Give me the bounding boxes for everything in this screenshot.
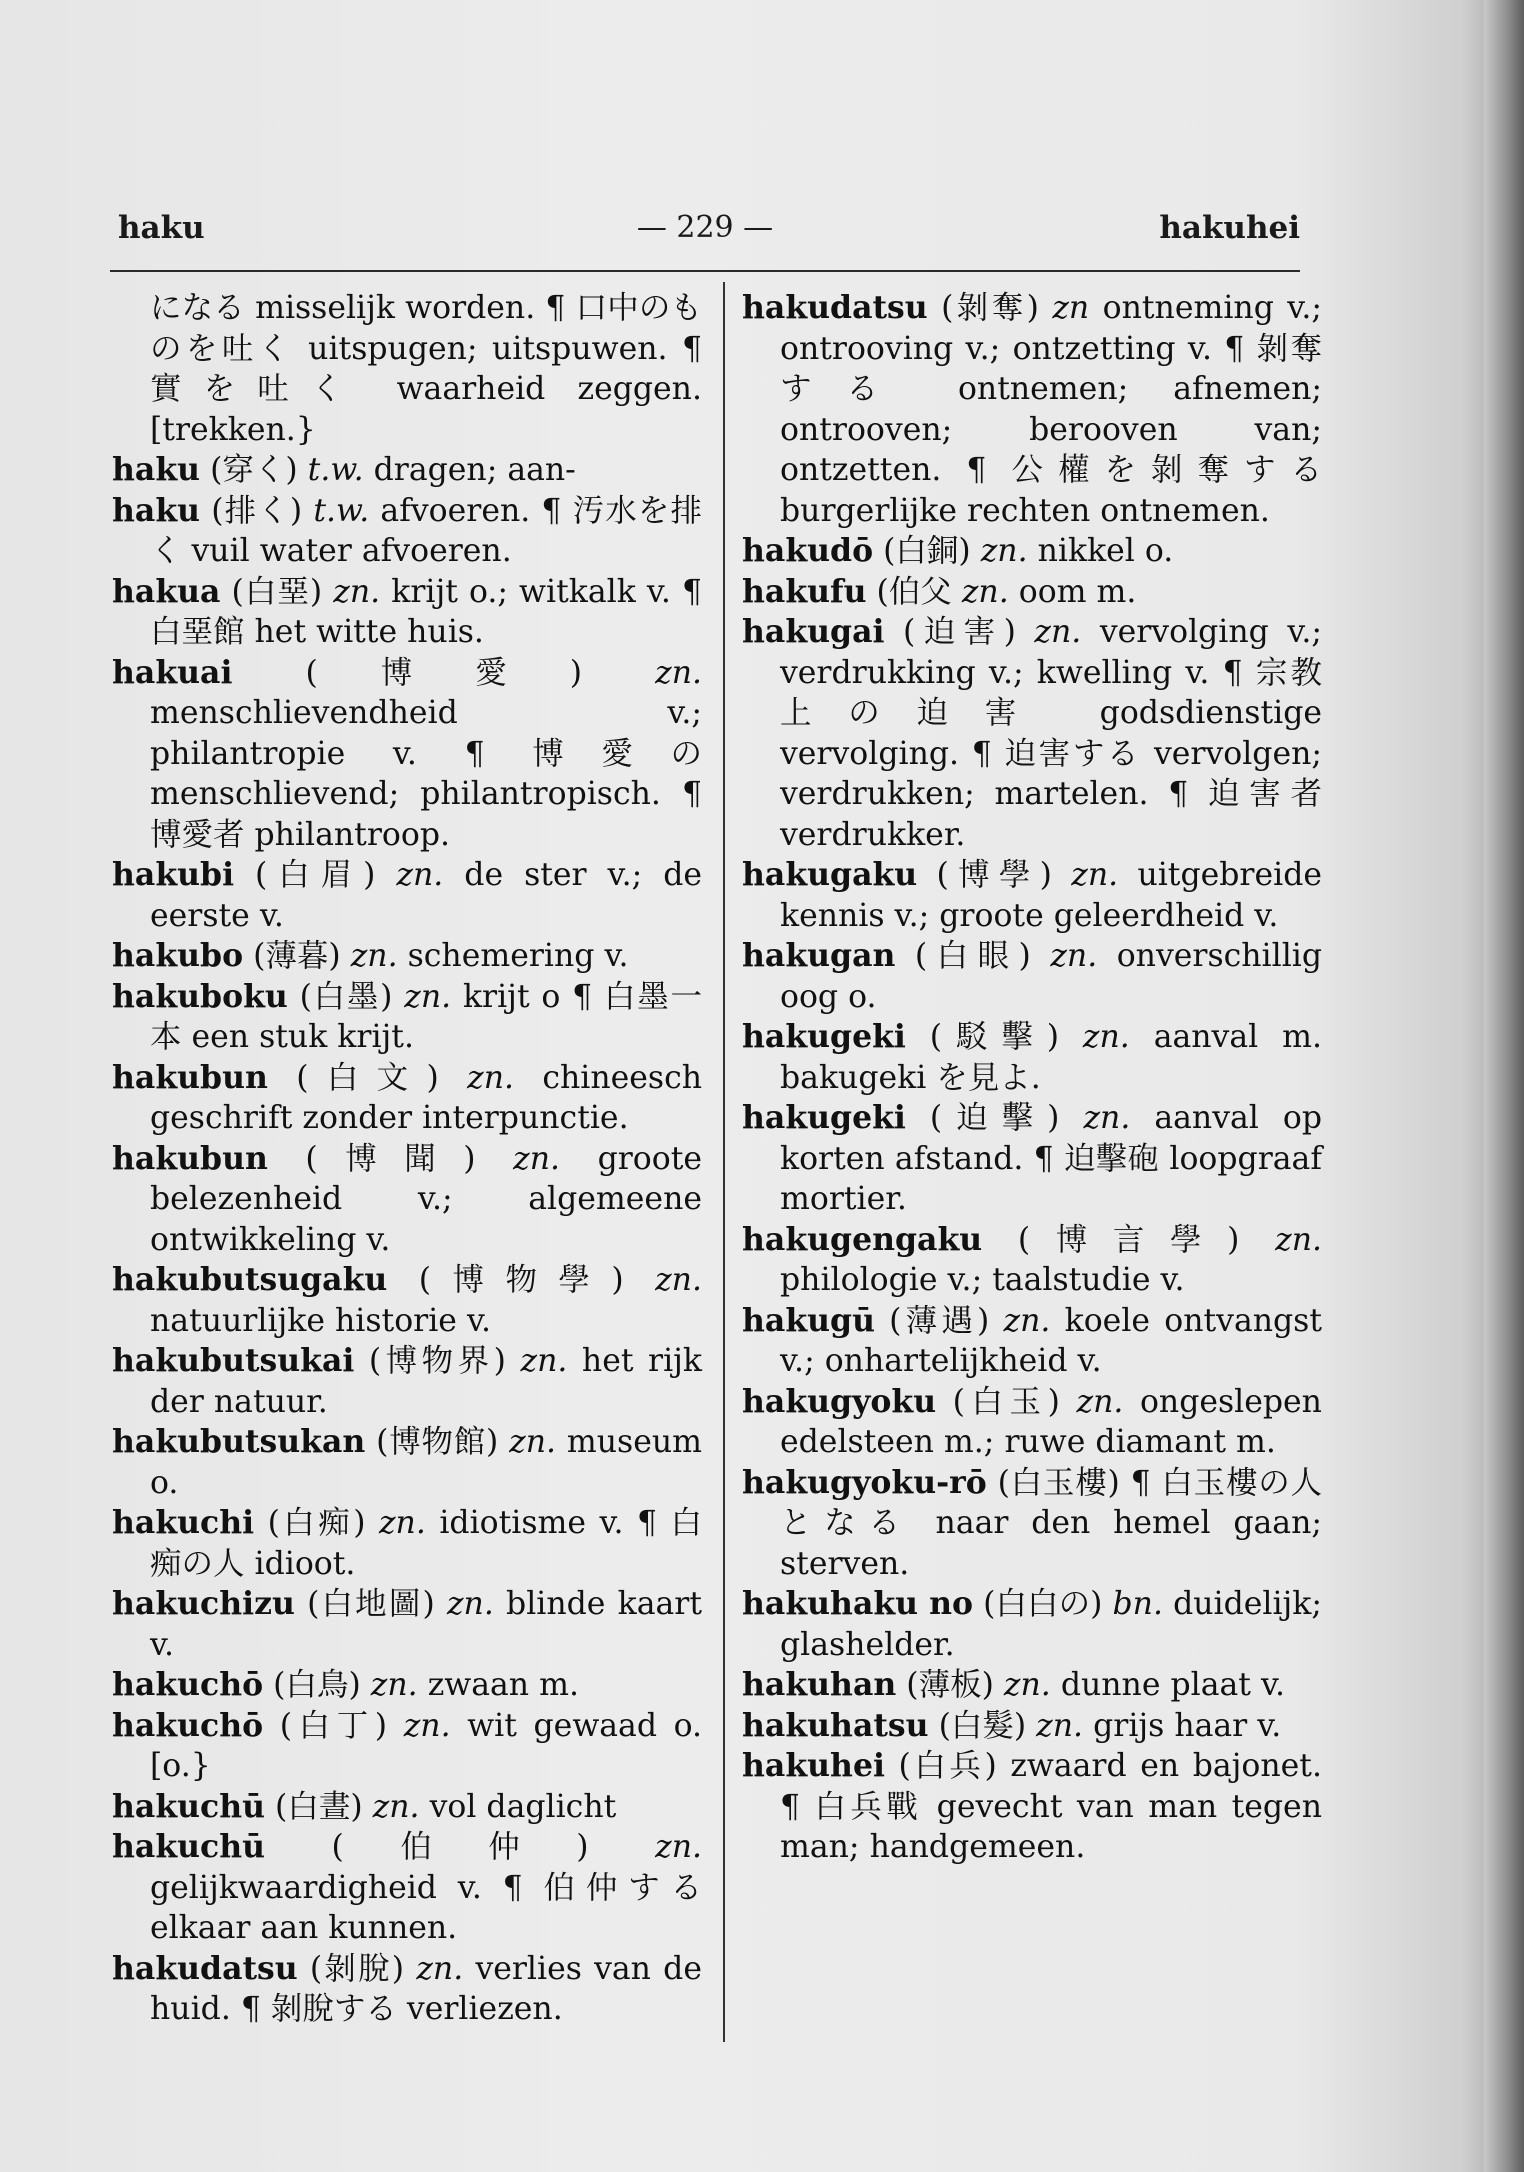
- dictionary-entry: [742, 855, 1322, 936]
- dictionary-entry: [742, 612, 1322, 855]
- left-guide-word: haku: [118, 210, 205, 246]
- entry-headword: hakubun: [112, 1139, 268, 1177]
- entry-part-of-speech: zn.: [404, 978, 452, 1015]
- entry-definition: uitgebreide kennis v.; groote geleerdheid v.: [780, 857, 1323, 934]
- entry-part-of-speech: zn.: [655, 654, 702, 691]
- entry-definition: idiotisme v. ¶ 白痴の人 idioot.: [150, 1505, 703, 1582]
- entry-kanji: (白晝): [275, 1788, 363, 1825]
- dictionary-entry: [742, 1017, 1322, 1098]
- entry-part-of-speech: zn.: [1003, 1302, 1051, 1339]
- dictionary-entry: [112, 1139, 702, 1261]
- entry-kanji: (剝奪): [941, 290, 1039, 326]
- dictionary-entry: [112, 1949, 702, 2030]
- entry-headword: hakuhan: [742, 1666, 897, 1703]
- entry-definition: zwaan m.: [427, 1667, 579, 1703]
- entry-headword: hakuchizu: [112, 1585, 295, 1622]
- dictionary-entry: [112, 977, 702, 1058]
- column-divider: [723, 282, 725, 2042]
- entry-headword: hakubi: [112, 856, 235, 893]
- entry-definition: chineesch geschrift zonder interpunctie.: [150, 1059, 703, 1136]
- entry-headword: hakua: [112, 572, 221, 610]
- entry-part-of-speech: zn.: [378, 1505, 426, 1541]
- entry-kanji: (薄遇): [889, 1302, 990, 1339]
- entry-definition: ontneming v.; ontrooving v.; ontzetting v. ¶ 剝奪する ontnemen; afnemen; ontrooven; berooven van; ontzetten. ¶ 公權を剝奪する burgerlijke rechten ontnemen.: [780, 290, 1322, 529]
- entry-continuation: になる misselijk worden. ¶ 口中のものを吐く uitspugen; uitspuwen. ¶ 實を吐く waarheid zeggen. [trekken.}: [150, 290, 702, 448]
- entry-definition: zwaard en bajonet. ¶ 白兵戰 gevecht van man tegen man; handgemeen.: [780, 1748, 1322, 1865]
- entry-part-of-speech: zn.: [655, 1262, 702, 1298]
- entry-part-of-speech: zn.: [961, 573, 1009, 610]
- entry-part-of-speech: zn.: [1034, 614, 1082, 650]
- entry-definition: onverschillig oog o.: [780, 938, 1323, 1015]
- entry-definition: blinde kaart v.: [150, 1586, 702, 1663]
- dictionary-entry: [112, 450, 702, 491]
- entry-headword: hakuchō: [112, 1706, 264, 1744]
- entry-kanji: (伯父: [876, 573, 952, 610]
- dictionary-entry: [112, 1665, 702, 1706]
- entry-kanji: (白玉): [952, 1383, 1060, 1420]
- entry-kanji: (白兵): [898, 1748, 997, 1784]
- entry-headword: hakuchō: [112, 1666, 264, 1703]
- dictionary-entry: [742, 1584, 1322, 1665]
- entry-kanji: (博學): [936, 857, 1052, 893]
- entry-kanji: (白鳥): [273, 1667, 361, 1703]
- entry-kanji: (白丁): [279, 1707, 388, 1744]
- entry-headword: hakufu: [742, 572, 867, 610]
- entry-definition: philologie v.; taalstudie v.: [780, 1262, 1185, 1298]
- dictionary-entry: [742, 1220, 1322, 1301]
- entry-definition: aanval op korten afstand. ¶ 迫擊砲 loopgraaf mortier.: [780, 1100, 1322, 1217]
- dictionary-entry: [112, 491, 702, 572]
- entry-kanji: (博聞): [305, 1140, 476, 1177]
- entry-part-of-speech: zn.: [446, 1586, 494, 1622]
- entry-headword: hakuai: [112, 653, 233, 691]
- entry-part-of-speech: zn.: [980, 533, 1028, 569]
- entry-kanji: (排く): [211, 492, 303, 529]
- entry-headword: hakuhaku no: [742, 1585, 974, 1622]
- entry-part-of-speech: zn: [1052, 290, 1090, 326]
- entry-kanji: (穿く): [210, 452, 298, 488]
- page-number: — 229 —: [636, 210, 774, 245]
- entry-definition: krijt o ¶ 白墨一本 een stuk krijt.: [150, 978, 702, 1055]
- entry-part-of-speech: zn.: [416, 1950, 464, 1987]
- dictionary-entry: [742, 288, 1322, 531]
- dictionary-entry: [112, 1787, 702, 1828]
- entry-headword: hakugengaku: [742, 1220, 983, 1258]
- entry-definition: gelijkwaardigheid v. ¶ 伯仲する elkaar aan kunnen.: [150, 1869, 702, 1946]
- entry-part-of-speech: zn.: [1036, 1707, 1084, 1744]
- entry-part-of-speech: zn.: [396, 857, 444, 893]
- entry-kanji: (薄暮): [253, 938, 341, 974]
- entry-part-of-speech: zn.: [1082, 1019, 1130, 1055]
- entry-part-of-speech: zn.: [1003, 1667, 1051, 1703]
- dictionary-entry: [112, 855, 702, 936]
- entry-definition: oom m.: [1018, 573, 1137, 610]
- dictionary-entry: [742, 1301, 1322, 1382]
- entry-kanji: (白玉樓): [997, 1464, 1120, 1501]
- entry-definition: aanval m. bakugeki を見よ.: [780, 1019, 1322, 1096]
- entry-definition: dragen; aan-: [373, 452, 576, 488]
- entry-definition: afvoeren. ¶ 汚水を排く vuil water afvoeren.: [150, 492, 702, 569]
- dictionary-entry: [112, 1058, 702, 1139]
- entry-definition: menschlievendheid v.; philantropie v. ¶ 博愛の menschlievend; philantropisch. ¶ 博愛者 philantroop.: [150, 695, 702, 853]
- entry-kanji: (薄板): [906, 1667, 994, 1703]
- entry-headword: hakudatsu: [112, 1949, 298, 1987]
- entry-headword: haku: [112, 491, 201, 529]
- entry-kanji: (白眼): [914, 938, 1031, 974]
- entry-part-of-speech: zn.: [509, 1424, 557, 1460]
- entry-kanji: (博物界): [368, 1343, 506, 1379]
- entry-headword: hakudō: [742, 532, 874, 569]
- dictionary-entry: [112, 1706, 702, 1787]
- dictionary-entry: [742, 936, 1322, 1017]
- entry-kanji: (白地圖): [307, 1586, 435, 1622]
- entry-definition: nikkel o.: [1037, 533, 1174, 569]
- entry-headword: hakubutsukai: [112, 1342, 355, 1379]
- entry-kanji: (白髮): [938, 1707, 1027, 1744]
- entry-headword: hakugyoku: [742, 1382, 937, 1420]
- entry-kanji: (白堊): [231, 573, 323, 610]
- entry-definition: de ster v.; de eerste v.: [150, 857, 703, 934]
- entry-definition: ongeslepen edelsteen m.; ruwe diamant m.: [780, 1383, 1322, 1460]
- book-spine-shadow: [1484, 0, 1524, 2172]
- entry-definition: vervolging v.; verdrukking v.; kwelling v. ¶ 宗教上の迫害 godsdienstige vervolging. ¶ 迫害する vervolgen; verdrukken; martelen. ¶ 迫害者 verdrukker.: [780, 614, 1322, 853]
- entry-headword: hakuchū: [112, 1828, 266, 1865]
- dictionary-entry: [112, 1503, 702, 1584]
- entry-part-of-speech: bn.: [1112, 1586, 1163, 1622]
- entry-part-of-speech: zn.: [403, 1707, 451, 1744]
- entry-part-of-speech: zn.: [520, 1343, 568, 1379]
- dictionary-entry: [112, 1341, 702, 1422]
- dictionary-entry: [112, 572, 702, 653]
- entry-part-of-speech: zn.: [1050, 938, 1098, 974]
- entry-headword: hakuhatsu: [742, 1706, 929, 1744]
- entry-part-of-speech: zn.: [1071, 857, 1119, 893]
- entry-kanji: (駁擊): [929, 1019, 1060, 1055]
- entry-definition: duidelijk; glashelder.: [780, 1586, 1323, 1663]
- entry-headword: hakuhei: [742, 1747, 885, 1784]
- entry-kanji: (博愛): [305, 654, 583, 691]
- left-column: [112, 288, 702, 2030]
- entry-kanji: (博言學): [1017, 1221, 1240, 1258]
- entry-headword: hakuboku: [112, 977, 288, 1015]
- dictionary-entry: [112, 1584, 702, 1665]
- dictionary-entry: [742, 572, 1322, 613]
- entry-definition: museum o.: [150, 1424, 703, 1501]
- entry-headword: hakubutsugaku: [112, 1261, 388, 1298]
- entry-definition: groote belezenheid v.; algemeene ontwikkeling v.: [150, 1140, 703, 1258]
- entry-kanji: (博物館): [376, 1424, 499, 1460]
- entry-headword: hakugai: [742, 613, 885, 650]
- entry-definition: het rijk der natuur.: [150, 1343, 702, 1420]
- entry-headword: hakugyoku-rō: [742, 1463, 987, 1501]
- right-guide-word: hakuhei: [1159, 210, 1300, 246]
- entry-definition: ¶ 白玉樓の人となる naar den hemel gaan; sterven.: [780, 1464, 1323, 1582]
- entry-definition: dunne plaat v.: [1060, 1667, 1286, 1703]
- entry-part-of-speech: t.w.: [307, 452, 364, 488]
- entry-headword: hakudatsu: [742, 289, 928, 326]
- entry-definition: krijt o.; witkalk v. ¶ 白堊館 het witte huis.: [150, 573, 703, 650]
- entry-part-of-speech: zn.: [372, 1788, 420, 1825]
- entry-headword: hakuchū: [112, 1787, 266, 1825]
- dictionary-entry: [112, 1260, 702, 1341]
- dictionary-entry: [742, 1382, 1322, 1463]
- entry-headword: hakugaku: [742, 856, 918, 893]
- entry-kanji: (白銅): [883, 533, 971, 569]
- dictionary-entry: [112, 936, 702, 977]
- dictionary-entry: [112, 1422, 702, 1503]
- entry-kanji: (伯仲): [331, 1829, 589, 1865]
- dictionary-entry: [742, 1706, 1322, 1747]
- dictionary-entry: [112, 288, 702, 450]
- dictionary-entry: [742, 531, 1322, 572]
- entry-headword: haku: [112, 451, 201, 488]
- entry-part-of-speech: zn.: [350, 938, 398, 974]
- dictionary-entry: [742, 1665, 1322, 1706]
- entry-kanji: (白白の): [983, 1586, 1103, 1622]
- entry-kanji: (白墨): [299, 978, 393, 1015]
- entry-part-of-speech: zn.: [1076, 1383, 1124, 1420]
- entry-part-of-speech: zn.: [370, 1667, 418, 1703]
- entry-definition: verlies van de huid. ¶ 剝脫する verliezen.: [150, 1950, 702, 2027]
- entry-part-of-speech: zn.: [467, 1059, 515, 1096]
- entry-kanji: (剝脫): [309, 1950, 405, 1987]
- entry-kanji: (白痴): [267, 1505, 366, 1541]
- entry-headword: hakubun: [112, 1058, 268, 1096]
- entry-definition: vol daglicht: [429, 1788, 617, 1825]
- entry-kanji: (白眉): [255, 857, 376, 893]
- entry-part-of-speech: zn.: [1083, 1100, 1131, 1136]
- entry-headword: hakugū: [742, 1301, 875, 1339]
- dictionary-entry: [112, 1827, 702, 1949]
- entry-definition: grijs haar v.: [1093, 1707, 1282, 1744]
- entry-part-of-speech: zn.: [333, 573, 381, 610]
- entry-part-of-speech: zn.: [1275, 1221, 1323, 1258]
- right-column: [742, 288, 1322, 1868]
- entry-definition: schemering v.: [407, 938, 629, 974]
- entry-kanji: (迫擊): [929, 1100, 1060, 1136]
- dictionary-entry: [742, 1098, 1322, 1220]
- entry-kanji: (博物學): [418, 1262, 624, 1298]
- entry-headword: hakuchi: [112, 1504, 255, 1541]
- entry-headword: hakubo: [112, 937, 244, 974]
- entry-part-of-speech: zn.: [513, 1140, 561, 1177]
- entry-headword: hakugeki: [742, 1099, 906, 1136]
- entry-definition: wit gewaad o. [o.}: [150, 1707, 703, 1784]
- page-header: [110, 210, 1300, 260]
- dictionary-entry: [742, 1463, 1322, 1585]
- entry-definition: koele ontvangst v.; onhartelijkheid v.: [780, 1302, 1322, 1379]
- entry-headword: hakubutsukan: [112, 1423, 366, 1460]
- dictionary-entry: [742, 1746, 1322, 1868]
- entry-kanji: (白文): [296, 1059, 439, 1096]
- entry-part-of-speech: t.w.: [313, 492, 370, 529]
- entry-headword: hakugeki: [742, 1018, 906, 1055]
- entry-definition: natuurlijke historie v.: [150, 1302, 492, 1339]
- header-rule: [110, 270, 1300, 272]
- entry-kanji: (迫害): [902, 614, 1016, 650]
- entry-headword: hakugan: [742, 937, 896, 974]
- dictionary-entry: [112, 653, 702, 856]
- entry-part-of-speech: zn.: [655, 1829, 703, 1865]
